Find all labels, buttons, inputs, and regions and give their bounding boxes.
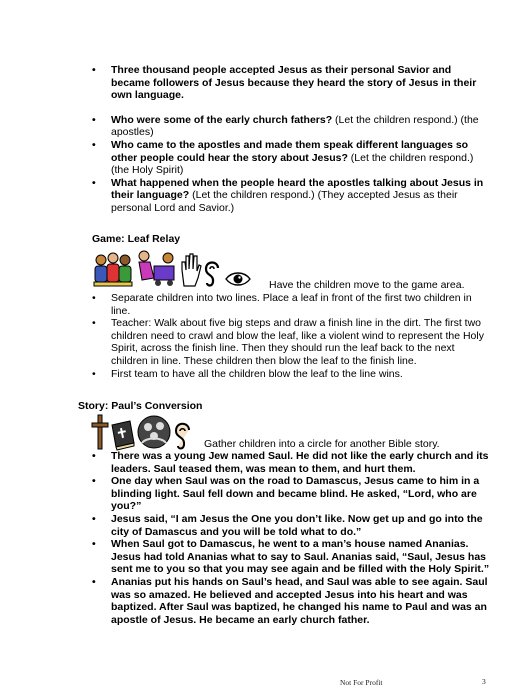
list-item: • Separate children into two lines. Place a leaf in front of the first two children in line.	[92, 292, 472, 317]
story-heading: Story: Paul’s Conversion	[78, 400, 203, 412]
game-instruction: Have the children move to the game area.	[269, 279, 465, 291]
game-heading: Game: Leaf Relay	[92, 233, 181, 245]
list-item: • One day when Saul was on the road to Damascus, Jesus came to him in a blinding light. Saul fell down and became blind. He asked, “Lord, who are you?”	[92, 475, 480, 513]
discussion-list	[92, 64, 491, 215]
list-item: • Ananias put his hands on Saul’s head, and Saul was able to see again. Saul was so amazed. He believed and accepted Jesus into his heart and was baptized. After Saul was baptized, he changed his name to Paul and was an apostle of Jesus. He became an early church father.	[92, 575, 488, 626]
children-group-icon	[92, 248, 134, 288]
page-number: 3	[482, 677, 486, 686]
list-item: • Who came to the apostles and made them speak different languages so other people could hear the story about Jesus? (Let the children respond.) (the Holy Spirit)	[92, 138, 474, 177]
list-item: • Three thousand people accepted Jesus as their personal Savior and became followers of Jesus because they heard the story of Jesus in their own language.	[92, 64, 477, 102]
story-instruction: Gather children into a circle for another Bible story.	[204, 438, 440, 450]
game-icon-strip	[92, 248, 251, 288]
game-steps-list	[92, 292, 486, 380]
story-list	[92, 450, 495, 626]
ear-icon	[172, 419, 194, 451]
story-icon-strip	[90, 413, 194, 451]
list-item: • There was a young Jew named Saul. He did not like the early church and its leaders. Saul teased them, was mean to them, and hurt them.	[92, 450, 489, 475]
list-item: • Jesus said, “I am Jesus the One you don’t like. Now get up and go into the city of Damascus and you will be told what to do.”	[92, 512, 483, 538]
list-item: • Who were some of the early church fathers? (Let the children respond.) (the apostles)	[92, 113, 479, 139]
hand-icon	[178, 252, 202, 288]
footer-note: Not For Profit	[340, 678, 383, 687]
pushing-children-icon	[134, 248, 178, 288]
list-item: • What happened when the people heard the apostles talking about Jesus in their language? (Let the children respond.) (They accepted Jesus as their personal Lord and Savior.)	[92, 176, 484, 214]
bible-icon	[110, 417, 136, 451]
ear-icon	[202, 258, 222, 288]
list-item: • First team to have all the children blow the leaf to the line wins.	[92, 367, 403, 380]
eye-icon	[225, 270, 251, 288]
list-item: • Teacher: Walk about five big steps and draw a finish line in the dirt. The first two children need to crawl and blow the leaf, like a violent wind to represent the Holy Spirit, across the finish line. Then they should run the leaf back to the next children in line. These children then blow the leaf to the finish line.	[92, 317, 484, 367]
cross-icon	[90, 413, 110, 451]
praying-group-icon	[136, 413, 172, 451]
list-item: • When Saul got to Damascus, he went to a man’s house named Ananias. Jesus had told Ananias what to say to Saul. Ananias said, “Saul, Jesus has sent me to you so that you may see again and be filled with the Holy Spirit.”	[92, 538, 490, 576]
